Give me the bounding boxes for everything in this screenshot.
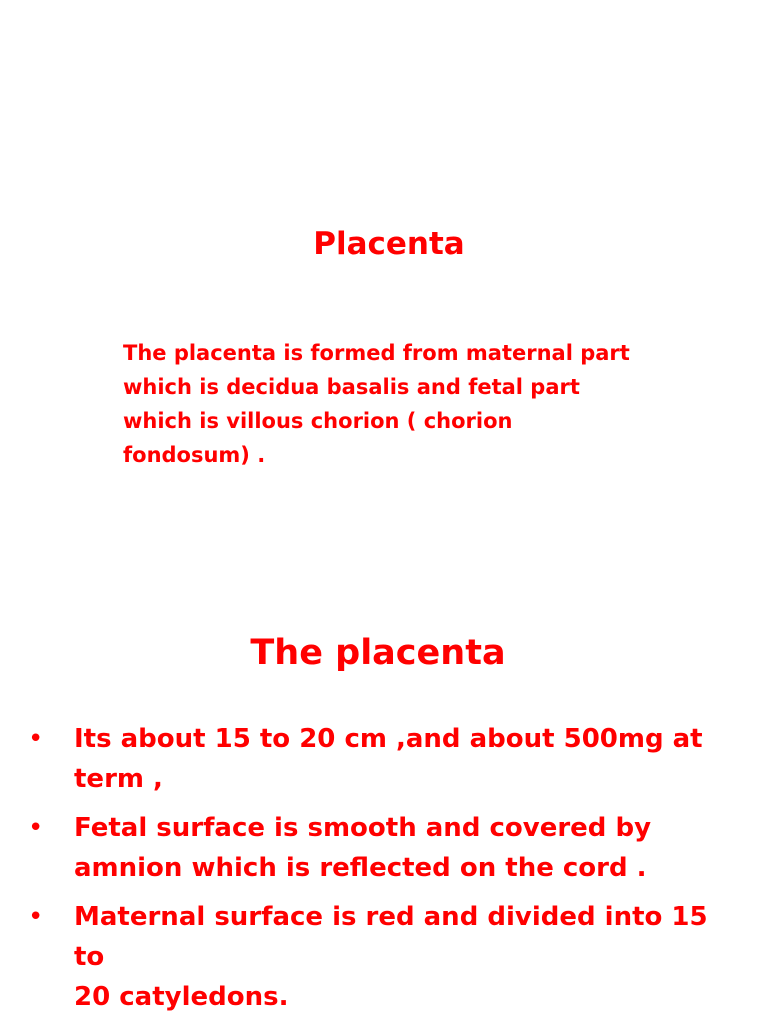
bullet-icon: •	[28, 813, 44, 843]
bullet-icon: •	[28, 724, 44, 754]
paragraph-line: fondosum) .	[123, 443, 266, 467]
slide-paragraph	[123, 336, 663, 472]
slide-title: Placenta	[313, 226, 465, 262]
bullet-line: Fetal surface is smooth and covered by	[74, 813, 652, 843]
bullet-line: 20 catyledons.	[74, 982, 289, 1012]
paragraph-line: The placenta is formed from maternal part	[123, 341, 630, 365]
paragraph-line: which is villous chorion ( chorion	[123, 409, 513, 433]
slide-title: The placenta	[250, 633, 506, 673]
bullet-line: term ,	[74, 764, 163, 794]
bullet-line: Maternal surface is red and divided into 15 to	[74, 902, 708, 972]
paragraph-line: which is decidua basalis and fetal part	[123, 375, 580, 399]
bullet-line: Its about 15 to 20 cm ,and about 500mg at	[74, 724, 703, 754]
bullet-item	[28, 719, 738, 799]
bullet-item	[28, 808, 738, 888]
bullet-item	[28, 897, 738, 1017]
bullet-line: amnion which is reflected on the cord .	[74, 853, 647, 883]
bullet-list	[28, 719, 738, 1024]
slide-the-placenta	[0, 512, 768, 1024]
bullet-icon: •	[28, 902, 44, 932]
